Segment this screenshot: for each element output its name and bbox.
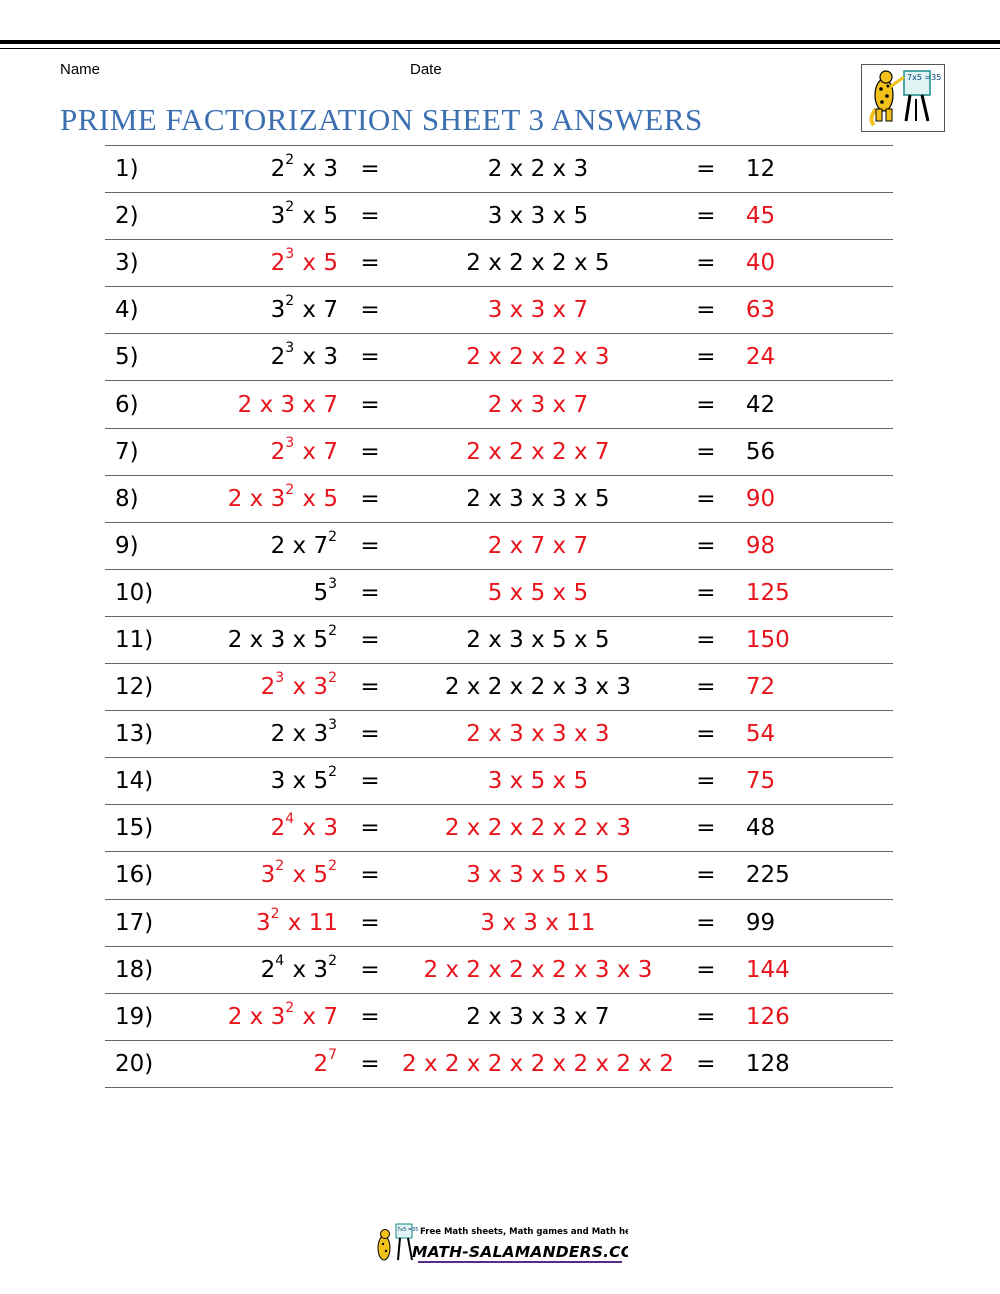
table-row [105,146,893,193]
equals-sign: = [696,1050,716,1077]
power-form [193,852,338,899]
power-base: 2 [270,156,286,183]
product-result: 40 [745,250,776,277]
table-row [105,240,893,287]
product-result: 45 [745,203,776,230]
power-base: x 5 [295,250,338,277]
equals-sign: = [360,532,380,559]
product-result: 42 [745,391,776,418]
expanded-form: 2 x 2 x 2 x 2 x 3 x 3 [423,956,653,983]
expanded-form: 2 x 2 x 2 x 5 [466,250,610,277]
expanded-form: 2 x 2 x 2 x 2 x 3 [444,815,631,842]
equals-sign: = [360,1050,380,1077]
table-row [105,899,893,946]
equals-sign: = [360,438,380,465]
power-exponent: 3 [328,575,337,592]
power-form [193,664,338,711]
power-exponent: 2 [285,999,295,1016]
power-exponent: 2 [285,199,295,216]
equals-sign: = [360,579,380,606]
expanded-form: 3 x 5 x 5 [487,768,589,795]
equals-sign: = [360,250,380,277]
power-form [193,993,338,1040]
power-exponent: 2 [328,952,337,969]
equals-sign: = [696,768,716,795]
power-form [193,522,338,569]
top-rule-thick [0,40,1000,44]
equals-sign: = [360,956,380,983]
equals-sign: = [696,862,716,889]
equals-sign: = [696,579,716,606]
equals-sign: = [696,156,716,183]
table-row [105,569,893,616]
equals-sign: = [696,909,716,936]
product-result: 48 [745,815,776,842]
power-exponent: 3 [285,246,295,263]
power-form [193,1040,338,1087]
power-form [193,381,338,428]
power-exponent: 2 [270,905,280,922]
power-base: 3 [255,909,271,936]
power-form [193,334,338,381]
product-result: 144 [745,956,790,983]
power-base: 3 x 5 [270,768,329,795]
power-form [193,616,338,663]
power-base: x 3 [285,956,329,983]
power-base: x 7 [295,1003,338,1030]
expanded-form: 3 x 3 x 7 [487,297,589,324]
question-number: 18) [115,956,154,983]
expanded-form: 2 x 3 x 3 x 3 [466,721,610,748]
table-row [105,758,893,805]
equals-sign: = [696,721,716,748]
logo-sum-text: 7x5 =35 [907,73,942,82]
equals-sign: = [360,862,380,889]
product-result: 150 [745,626,790,653]
product-result: 99 [745,909,776,936]
table-row [105,664,893,711]
date-label: Date [410,61,442,78]
power-exponent: 2 [275,858,285,875]
power-form [193,287,338,334]
power-form [193,899,338,946]
question-number: 12) [115,674,154,701]
power-exponent: 3 [285,340,295,357]
equals-sign: = [360,721,380,748]
product-result: 12 [745,156,776,183]
power-base: 2 x 3 [227,1003,286,1030]
salamander-footer-icon [372,1222,628,1268]
equals-sign: = [696,250,716,277]
question-number: 14) [115,768,154,795]
power-base: 2 [270,344,286,371]
equals-sign: = [360,1003,380,1030]
table-row [105,287,893,334]
power-base: x 7 [295,297,338,324]
product-result: 72 [745,674,776,701]
power-form [193,758,338,805]
product-result: 90 [745,485,776,512]
question-number: 2) [115,203,139,230]
page-title: PRIME FACTORIZATION SHEET 3 ANSWERS [60,102,703,137]
power-base: x 3 [295,344,338,371]
equals-sign: = [696,438,716,465]
power-base: 2 [260,956,276,983]
power-base: 2 x 3 [270,721,329,748]
equals-sign: = [696,344,716,371]
product-result: 54 [745,721,776,748]
power-form [193,711,338,758]
power-exponent: 2 [285,152,295,169]
footer-logo [372,1222,628,1268]
expanded-form: 5 x 5 x 5 [487,579,589,606]
equals-sign: = [696,1003,716,1030]
equals-sign: = [696,532,716,559]
power-base: x 7 [295,438,338,465]
answer-table [105,145,893,1088]
equals-sign: = [360,768,380,795]
table-row [105,428,893,475]
table-row [105,946,893,993]
power-exponent: 2 [328,858,337,875]
equals-sign: = [360,674,380,701]
expanded-form: 2 x 2 x 2 x 3 x 3 [444,674,631,701]
power-base: x 3 [285,674,329,701]
equals-sign: = [696,297,716,324]
power-form [193,428,338,475]
equals-sign: = [696,485,716,512]
power-base: 2 [270,250,286,277]
expanded-form: 2 x 2 x 2 x 2 x 2 x 2 x 2 [402,1050,674,1077]
expanded-form: 3 x 3 x 5 [487,203,589,230]
power-exponent: 3 [328,717,337,734]
equals-sign: = [696,203,716,230]
footer-site: MATH-SALAMANDERS.COM [412,1243,628,1261]
power-exponent: 4 [275,952,285,969]
power-exponent: 2 [285,293,295,310]
question-number: 17) [115,909,154,936]
equals-sign: = [360,344,380,371]
power-base: 2 [270,438,286,465]
product-result: 63 [745,297,776,324]
table-row [105,616,893,663]
power-base: x 5 [295,203,338,230]
power-form [193,946,338,993]
table-row [105,381,893,428]
table-row [105,193,893,240]
equals-sign: = [696,626,716,653]
top-rule-thin [0,48,1000,49]
power-exponent: 7 [328,1046,337,1063]
power-base: 3 [260,862,276,889]
salamander-logo [861,64,945,132]
power-base: 2 [313,1050,329,1077]
power-base: x 11 [280,909,338,936]
equals-sign: = [696,815,716,842]
power-base: 2 x 3 [227,485,286,512]
equals-sign: = [696,391,716,418]
equals-sign: = [360,815,380,842]
equals-sign: = [360,297,380,324]
power-base: 2 x 7 [270,532,329,559]
table-row [105,711,893,758]
question-number: 11) [115,626,154,653]
power-exponent: 2 [328,670,337,687]
equals-sign: = [360,485,380,512]
question-number: 15) [115,815,154,842]
question-number: 8) [115,485,139,512]
expanded-form: 2 x 3 x 5 x 5 [466,626,610,653]
power-exponent: 2 [285,481,295,498]
expanded-form: 2 x 3 x 3 x 5 [466,485,610,512]
power-base: x 3 [295,156,338,183]
power-form [193,193,338,240]
question-number: 4) [115,297,139,324]
expanded-form: 3 x 3 x 11 [480,909,596,936]
power-form [193,240,338,287]
power-form [193,475,338,522]
power-base: x 5 [285,862,329,889]
power-base: 5 [313,579,329,606]
power-base: 2 [270,815,286,842]
question-number: 1) [115,156,139,183]
power-base: 2 [260,674,276,701]
expanded-form: 2 x 7 x 7 [487,532,589,559]
power-form [193,805,338,852]
table-row [105,993,893,1040]
table-row [105,334,893,381]
question-number: 16) [115,862,154,889]
power-base: 2 x 3 x 5 [227,626,329,653]
equals-sign: = [696,674,716,701]
power-exponent: 2 [328,528,337,545]
question-number: 5) [115,344,139,371]
expanded-form: 2 x 3 x 3 x 7 [466,1003,610,1030]
equals-sign: = [360,203,380,230]
power-base: x 5 [295,485,338,512]
product-result: 56 [745,438,776,465]
product-result: 98 [745,532,776,559]
equals-sign: = [696,956,716,983]
equals-sign: = [360,391,380,418]
salamander-icon [862,65,944,131]
table-row [105,805,893,852]
expanded-form: 2 x 2 x 2 x 7 [466,438,610,465]
product-result: 24 [745,344,776,371]
power-form [193,146,338,193]
expanded-form: 2 x 2 x 2 x 3 [466,344,610,371]
power-form [193,569,338,616]
expanded-form: 2 x 2 x 3 [487,156,589,183]
question-number: 7) [115,438,139,465]
table-row [105,475,893,522]
equals-sign: = [360,909,380,936]
name-label: Name [60,61,101,78]
power-exponent: 2 [328,622,337,639]
power-exponent: 4 [285,811,295,828]
question-number: 20) [115,1050,154,1077]
footer-logo-sum-text: 7x5 =35 [397,1227,419,1233]
table-row [105,1040,893,1087]
question-number: 10) [115,579,154,606]
product-result: 128 [745,1050,790,1077]
question-number: 6) [115,391,139,418]
equals-sign: = [360,626,380,653]
footer-tagline: Free Math sheets, Math games and Math help [420,1227,628,1237]
power-base: 3 [270,203,286,230]
question-number: 3) [115,250,139,277]
question-number: 9) [115,532,139,559]
power-base: 2 x 3 x 7 [237,391,338,418]
equals-sign: = [360,156,380,183]
question-number: 19) [115,1003,154,1030]
power-exponent: 3 [275,670,285,687]
question-number: 13) [115,721,154,748]
power-exponent: 3 [285,434,295,451]
product-result: 126 [745,1003,790,1030]
product-result: 125 [745,579,790,606]
expanded-form: 2 x 3 x 7 [487,391,589,418]
table-row [105,852,893,899]
power-base: 3 [270,297,286,324]
power-base: x 3 [295,815,338,842]
table-row [105,522,893,569]
expanded-form: 3 x 3 x 5 x 5 [466,862,610,889]
product-result: 75 [745,768,776,795]
power-exponent: 2 [328,764,337,781]
product-result: 225 [745,862,790,889]
